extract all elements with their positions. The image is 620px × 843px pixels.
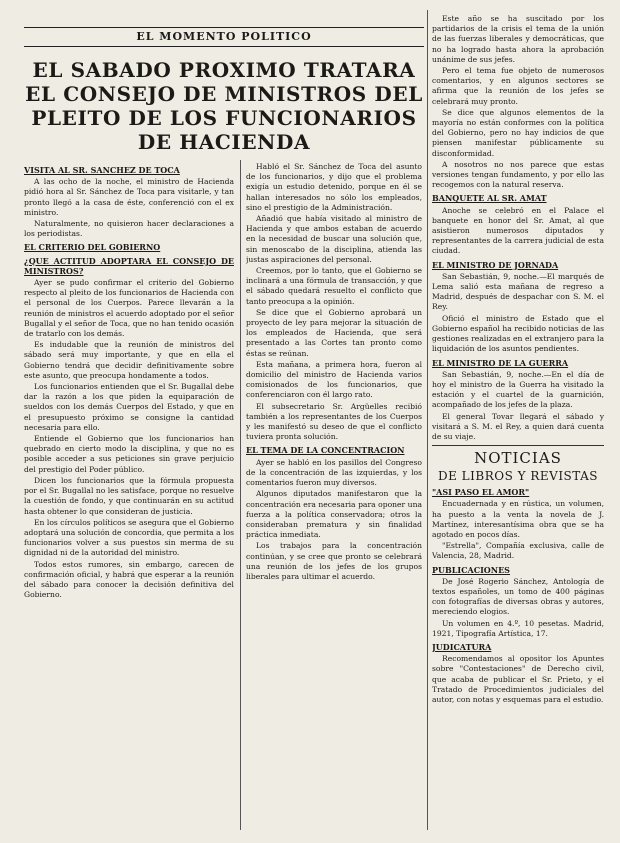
- subheading: VISITA AL SR. SANCHEZ DE TOCA: [24, 165, 180, 175]
- subheading: JUDICATURA: [432, 641, 492, 652]
- news-subheading: DE LIBROS Y REVISTAS: [437, 469, 599, 484]
- paragraph: Recomendamos al opositor los Apuntes sobre "Contestaciones" de Derecho civil, que acaba de publicar el Sr. Prieto, y el Tratado de Procedimientos judiciales del autor, con notas y esquemas para el estudio.: [432, 654, 604, 704]
- column-1: [24, 162, 234, 830]
- section-kicker: EL MOMENTO POLITICO: [136, 30, 312, 43]
- paragraph: Ayer se pudo confirmar el criterio del Gobierno respecto al pleito de los funcionarios de Hacienda con el personal de los Cuerpos. Parece llevarán a la reunión de ministros el acuerdo adoptado por el señor Bugallal y el señor de Toca, que no han tenido ocasión de tratarlo con los demás.: [24, 278, 234, 339]
- subheading: EL TEMA DE LA CONCENTRACION: [246, 445, 405, 456]
- paragraph: Habló el Sr. Sánchez de Toca del asunto de los funcionarios, y dijo que el problema exigía un estudio detenido, porque en él se hallan interesados no sólo los empleados, sino el prestigio de la Administración.: [246, 162, 422, 212]
- main-headline: EL SABADO PROXIMO TRATARA EL CONSEJO DE MINISTROS DEL PLEITO DE LOS FUNCIONARIOS DE HACIENDA: [25, 58, 423, 154]
- paragraph: Es indudable que la reunión de ministros del sábado será muy importante, y que en ella el Gobierno tendrá que decidir definitivamente sobre este asunto, que preocupa hondamente a todos.: [24, 340, 234, 380]
- paragraph: Pero el tema fue objeto de numerosos comentarios, y en algunos sectores se afirma que la reunión de los jefes se celebrará muy pronto.: [432, 66, 604, 106]
- paragraph: A nosotros no nos parece que estas versiones tengan fundamento, y por ello las recogemos con la natural reserva.: [432, 159, 604, 190]
- column-2: [246, 162, 422, 830]
- paragraph: Creemos, por lo tanto, que el Gobierno se inclinará a una fórmula de transacción, y que el sábado quedará resuelto el conflicto que tanto preocupa a la opinión.: [246, 266, 422, 306]
- paragraph: San Sebastián, 9, noche.—El marqués de Lema salió esta mañana de regreso a Madrid, después de despachar con S. M. el Rey.: [432, 271, 604, 312]
- paragraph: Anoche se celebró en el Palace el banquete en honor del Sr. Amat, al que asistieron numerosos diputados y representantes de la carrera judicial de esta ciudad.: [432, 205, 604, 256]
- paragraph: Todos estos rumores, sin embargo, carecen de confirmación oficial, y habrá que esperar a la reunión del sábado para conocer la decisión definitiva del Gobierno.: [24, 559, 234, 600]
- subheading: "ASI PASO EL AMOR": [432, 487, 530, 498]
- column-divider: [427, 10, 428, 830]
- paragraph: Se dice que el Gobierno aprobará un proyecto de ley para mejorar la situación de los empleados de Hacienda, que será presentado a las Cortes tan pronto como éstas se reúnan.: [246, 307, 422, 358]
- subheading: EL MINISTRO DE JORNADA: [432, 259, 559, 270]
- subheading: EL MINISTRO DE LA GUERRA: [432, 357, 569, 368]
- paragraph: Dicen los funcionarios que la fórmula propuesta por el Sr. Bugallal no les satisface, porque no resuelve la cuestión de fondo, y que continuarán en su actitud hasta obtener lo que consideran de justicia.: [24, 475, 234, 516]
- paragraph: Entiende el Gobierno que los funcionarios han quebrado en cierto modo la disciplina, y que no es posible acceder a sus peticiones sin grave perjuicio del prestigio del Poder público.: [24, 434, 234, 474]
- paragraph: El general Tovar llegará el sábado y visitará a S. M. el Rey, a quien dará cuenta de su viaje.: [432, 411, 604, 441]
- paragraph: "Estrella", Compañía exclusiva, calle de Valencia, 28, Madrid.: [432, 541, 604, 561]
- kicker-top-rule: [24, 27, 424, 28]
- paragraph: De José Rogerio Sánchez, Antología de textos españoles, un tomo de 400 páginas con fotografías de diversas obras y autores, mereciendo elogios.: [432, 576, 604, 617]
- paragraph: Este año se ha suscitado por los partidarios de la crisis el tema de la unión de las fuerzas liberales y democráticas, que no ha logrado hasta ahora la aprobación unánime de sus jefes.: [432, 14, 604, 64]
- paragraph: Los funcionarios entienden que el Sr. Bugallal debe dar la razón a los que piden la equiparación de sueldos con los demás Cuerpos del Estado, y que en el presupuesto próximo se consigne la cantidad necesaria para ello.: [24, 382, 234, 432]
- paragraph: Un volumen en 4.º, 10 pesetas. Madrid, 1921, Tipografía Artística, 17.: [432, 618, 604, 638]
- subheading: ¿QUE ACTITUD ADOPTARA EL CONSEJO DE MINISTROS?: [24, 255, 234, 276]
- paragraph: Se dice que algunos elementos de la mayoría no están conformes con la política del Gobierno, pero no hay indicios de que piensen manifestar públicamente su disconformidad.: [432, 107, 604, 158]
- column-divider: [240, 160, 241, 830]
- kicker-bottom-rule: [24, 46, 424, 47]
- paragraph: En los círculos políticos se asegura que el Gobierno adoptará una solución de concordia, que permita a los funcionarios volver a sus puestos sin merma de su dignidad ni de la autoridad del ministro.: [24, 517, 234, 558]
- paragraph: San Sebastián, 9, noche.—En el día de hoy el ministro de la Guerra ha visitado la estación y el cuartel de la guarnición, acompañado de los jefes de la plaza.: [432, 369, 604, 410]
- section-rule: [432, 445, 604, 446]
- subheading: PUBLICACIONES: [432, 564, 510, 575]
- column-3: [432, 14, 604, 830]
- subheading: BANQUETE AL SR. AMAT: [432, 193, 547, 204]
- subheading: EL CRITERIO DEL GOBIERNO: [24, 242, 161, 253]
- news-heading: NOTICIAS: [474, 449, 562, 468]
- paragraph: A las ocho de la noche, el ministro de Hacienda pidió hora al Sr. Sánchez de Toca para visitarle, y tan pronto llegó a la casa de éste, conferenció con el ex ministro.: [24, 177, 234, 217]
- newspaper-page: [14, 10, 606, 836]
- paragraph: Algunos diputados manifestaron que la concentración era necesaria para oponer una fuerza a la política conservadora; otros la consideraban prematura y sin finalidad práctica inmediata.: [246, 489, 422, 540]
- paragraph: Encuadernada y en rústica, un volumen, ha puesto a la venta la novela de J. Martínez, interesantísima obra que se ha agotado en pocos días.: [432, 499, 604, 539]
- paragraph: Añadió que había visitado al ministro de Hacienda y que ambos estaban de acuerdo en la necesidad de buscar una solución que, sin menoscabo de la disciplina, atienda las justas aspiraciones del personal.: [246, 214, 422, 264]
- paragraph: Ofició el ministro de Estado que el Gobierno español ha recibido noticias de las gestiones realizadas en el extranjero para la liquidación de los asuntos pendientes.: [432, 313, 604, 354]
- paragraph: El subsecretario Sr. Argüelles recibió también a los representantes de los Cuerpos y les manifestó su deseo de que el conflicto tuviera pronta solución.: [246, 401, 422, 442]
- paragraph: Esta mañana, a primera hora, fueron al domicilio del ministro de Hacienda varios comisionados de los funcionarios, que conferenciaron con él largo rato.: [246, 359, 422, 400]
- paragraph: Naturalmente, no quisieron hacer declaraciones a los periodistas.: [24, 219, 234, 239]
- paragraph: Los trabajos para la concentración continúan, y se cree que pronto se celebrará una reunión de los jefes de los grupos liberales para ultimar el acuerdo.: [246, 541, 422, 581]
- paragraph: Ayer se habló en los pasillos del Congreso de la concentración de las izquierdas, y los comentarios fueron muy diversos.: [246, 457, 422, 488]
